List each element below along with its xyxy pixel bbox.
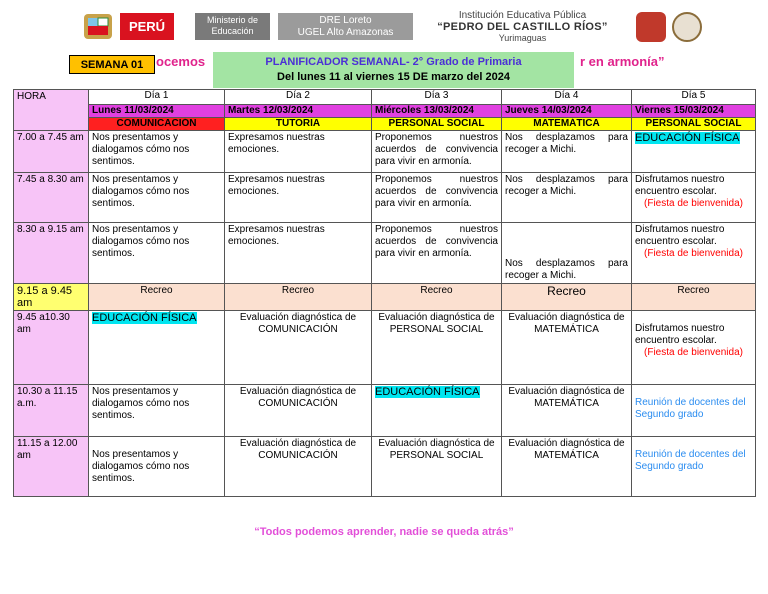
activity-cell: Proponemos nuestros acuerdos de convivencia para vivir en armonía. [372,173,502,223]
day-2-header: Día 2 [225,90,372,105]
activity-cell: Nos presentamos y dialogamos cómo nos sentimos. [89,131,225,173]
day-3-header: Día 3 [372,90,502,105]
activity-note: (Fiesta de bienvenida) [644,248,743,259]
day-header-row [14,90,756,105]
activity-note: (Fiesta de bienvenida) [644,198,743,209]
activity-cell: Expresamos nuestras emociones. [225,131,372,173]
week-badge: SEMANA 01 [69,55,155,74]
institution-name: “PEDRO DEL CASTILLO RÍOS” [437,21,608,33]
educacion-fisica-label: EDUCACIÓN FÍSICA [375,386,480,398]
dre-logo [278,13,413,40]
area-day-4: MATEMÁTICA [502,118,632,131]
activity-cell: Evaluación diagnóstica de COMUNICACIÓN [225,437,372,497]
activity-cell: Evaluación diagnóstica de COMUNICACIÓN [225,385,372,437]
activity-cell [632,223,756,284]
recreo-cell: Recreo [89,284,225,311]
day-5-header: Día 5 [632,90,756,105]
table-row [14,385,756,437]
activity-cell [372,385,502,437]
area-day-2: TUTORIA [225,118,372,131]
hora-cell: 9.45 a10.30 am [14,311,89,385]
activity-text: Disfrutamos nuestro encuentro escolar. [635,174,725,197]
activity-cell [89,311,225,385]
activity-text: Disfrutamos nuestro encuentro escolar. [635,224,725,247]
activity-cell: Nos presentamos y dialogamos cómo nos sentimos. [89,223,225,284]
activity-text: Disfrutamos nuestro encuentro escolar. [635,323,725,346]
activity-cell: Evaluación diagnóstica de MATEMÁTICA [502,311,632,385]
activity-cell: Reunión de docentes del Segundo grado [632,437,756,497]
recreo-cell: Recreo [372,284,502,311]
date-day-1: Lunes 11/03/2024 [89,105,225,118]
recreo-cell: Recreo [632,284,756,311]
activity-cell: Nos desplazamos para recoger a Michi. [502,173,632,223]
planner-title-box [213,52,574,88]
hora-cell: 10.30 a 11.15 a.m. [14,385,89,437]
activity-cell: Expresamos nuestras emociones. [225,173,372,223]
activity-cell: Evaluación diagnóstica de PERSONAL SOCIAL [372,437,502,497]
recreo-cell: Recreo [502,284,632,311]
date-day-3: Miércoles 13/03/2024 [372,105,502,118]
activity-cell: Evaluación diagnóstica de PERSONAL SOCIAL [372,311,502,385]
activity-cell: Nos desplazamos para recoger a Michi. [502,131,632,173]
hora-cell: 9.15 a 9.45 am [14,284,89,311]
dre-text: DRE Loreto [319,15,372,26]
area-day-1: COMUNICACIÓN [89,118,225,131]
date-row [14,105,756,118]
table-row [14,131,756,173]
hora-cell: 11.15 a 12.00 am [14,437,89,497]
activity-cell: Proponemos nuestros acuerdos de convivencia para vivir en armonía. [372,131,502,173]
footer-motto: “Todos podemos aprender, nadie se queda atrás” [254,526,514,538]
date-day-2: Martes 12/03/2024 [225,105,372,118]
ministerio-logo: Ministerio de Educación [195,13,270,40]
hora-cell: 8.30 a 9.15 am [14,223,89,284]
ugel-text: UGEL Alto Amazonas [297,27,394,38]
recreo-cell: Recreo [225,284,372,311]
activity-cell: Nos desplazamos para recoger a Michi. [502,223,632,284]
table-row [14,311,756,385]
peru-logo: PERÚ [120,13,174,40]
table-row [14,437,756,497]
activity-cell [632,311,756,385]
header-banner [80,10,680,44]
motto-left-fragment: ocemos [156,54,206,69]
day-1-header: Día 1 [89,90,225,105]
hora-header: HORA [14,90,89,131]
institution-block [420,10,625,42]
date-day-5: Viernes 15/03/2024 [632,105,756,118]
hora-cell: 7.00 a 7.45 am [14,131,89,173]
activity-cell: Reunión de docentes del Segundo grado [632,385,756,437]
activity-cell: Nos presentamos y dialogamos cómo nos sentimos. [89,385,225,437]
date-day-4: Jueves 14/03/2024 [502,105,632,118]
educacion-fisica-label: EDUCACIÓN FÍSICA [635,132,740,144]
activity-cell [632,173,756,223]
recreo-row [14,284,756,311]
activity-cell [632,131,756,173]
school-seal-icon [672,12,702,42]
area-day-3: PERSONAL SOCIAL [372,118,502,131]
activity-cell: Nos presentamos y dialogamos cómo nos sentimos. [89,173,225,223]
weekly-schedule-table [13,89,756,497]
hora-cell: 7.45 a 8.30 am [14,173,89,223]
table-row [14,173,756,223]
area-row [14,118,756,131]
activity-cell: Evaluación diagnóstica de MATEMÁTICA [502,437,632,497]
peru-coat-of-arms-icon [80,11,116,42]
educacion-fisica-label: EDUCACIÓN FÍSICA [92,312,197,324]
activity-note: (Fiesta de bienvenida) [644,347,743,358]
institution-type: Institución Educativa Pública [458,10,587,21]
planner-date-range: Del lunes 11 al viernes 15 DE marzo del 2024 [277,71,510,83]
activity-cell: Evaluación diagnóstica de MATEMÁTICA [502,385,632,437]
activity-cell: Evaluación diagnóstica de COMUNICACIÓN [225,311,372,385]
activity-cell: Proponemos nuestros acuerdos de convivencia para vivir en armonía. [372,223,502,284]
area-day-5: PERSONAL SOCIAL [632,118,756,131]
motto-right-fragment: r en armonía” [580,54,665,69]
school-logo-icon [636,12,666,42]
activity-cell: Nos presentamos y dialogamos cómo nos sentimos. [89,437,225,497]
institution-city: Yurimaguas [498,33,547,43]
activity-cell: Expresamos nuestras emociones. [225,223,372,284]
day-4-header: Día 4 [502,90,632,105]
table-row [14,223,756,284]
planner-title: PLANIFICADOR SEMANAL- 2° Grado de Primaria [265,56,522,68]
